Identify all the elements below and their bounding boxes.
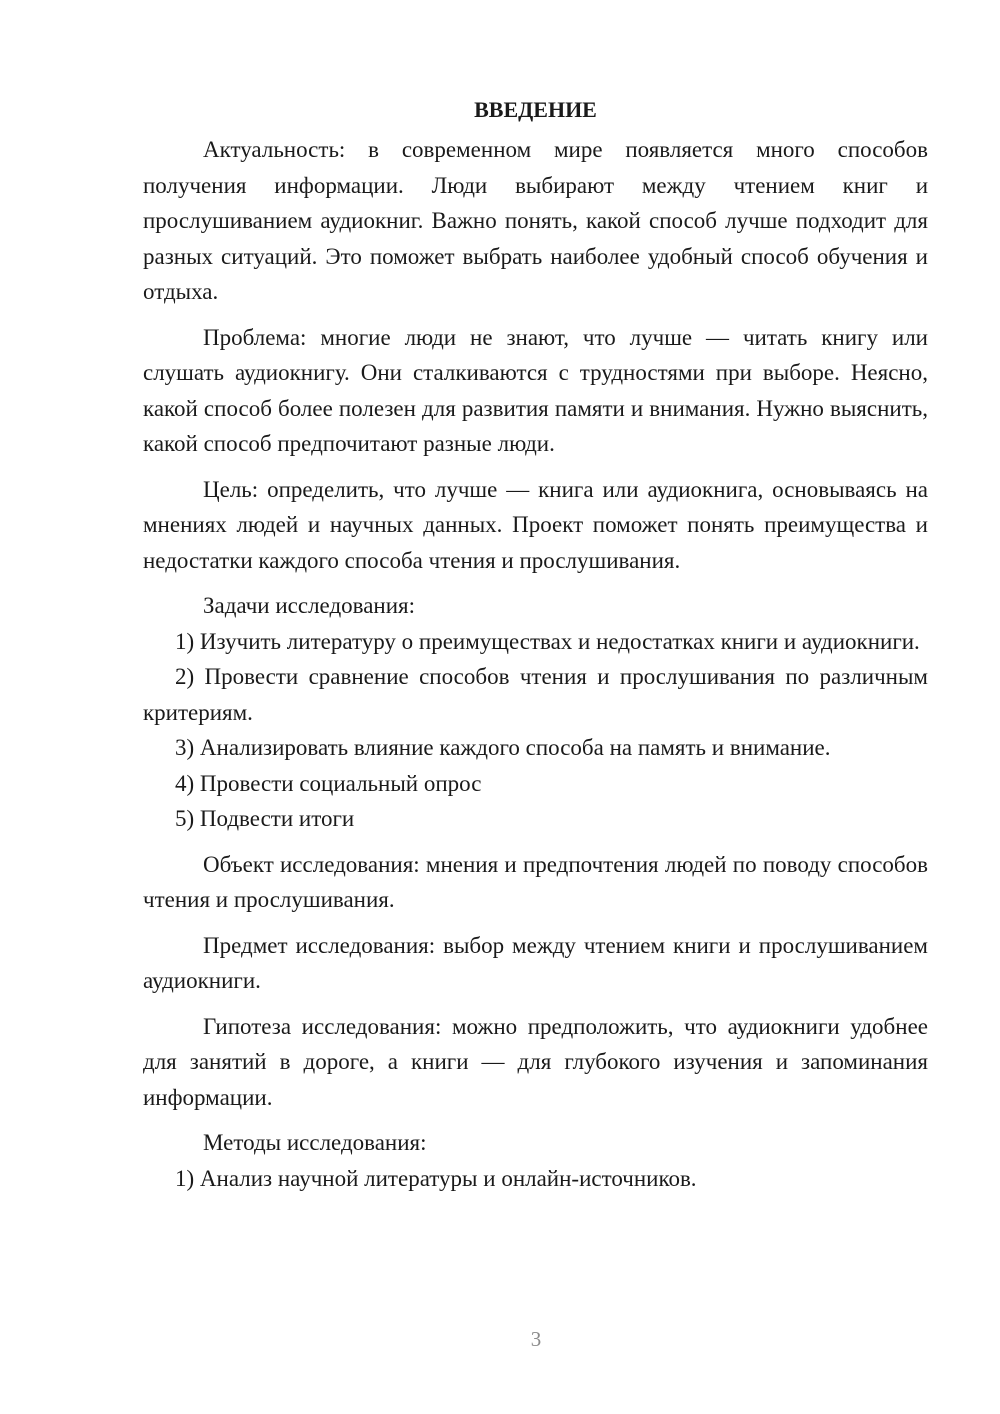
tasks-list [143, 624, 928, 837]
list-item: 1) Изучить литературу о преимуществах и недостатках книги и аудиокниги. [175, 628, 920, 654]
list-item: 2) Провести сравнение способов чтения и прослушивания по различным критериям. [143, 664, 928, 725]
object-paragraph: Объект исследования: мнения и предпочтения людей по поводу способов чтения и прослушивания. [143, 851, 928, 912]
section-heading: ВВЕДЕНИЕ [474, 97, 597, 122]
list-item: 5) Подвести итоги [175, 806, 355, 831]
list-item: 4) Провести социальный опрос [175, 770, 482, 796]
list-item: 1) Анализ научной литературы и онлайн-источников. [175, 1165, 697, 1191]
relevance-paragraph: Актуальность: в современном мире появляется много способов получения информации. Люди выбирают между чтением книг и прослушиванием аудиокниг. Важно понять, какой способ лучше подходит для разных ситуаций. Это поможет выбрать наиболее удобный способ обучения и отдыха. [143, 137, 928, 304]
page-number: 3 [530, 1327, 542, 1351]
list-item: 3) Анализировать влияние каждого способа на память и внимание. [175, 735, 831, 760]
problem-paragraph: Проблема: многие люди не знают, что лучше — читать книгу или слушать аудиокнигу. Они сталкиваются с трудностями при выборе. Неясно, какой способ более полезен для развития памяти и внимания. Нужно выяснить, какой способ предпочитают разные люди. [143, 324, 928, 456]
hypothesis-paragraph: Гипотеза исследования: можно предположить, что аудиокниги удобнее для занятий в дороге, а книги — для глубокого изучения и запоминания информации. [143, 1013, 928, 1110]
goal-paragraph: Цель: определить, что лучше — книга или аудиокнига, основываясь на мнениях людей и научных данных. Проект поможет понять преимущества и недостатки каждого способа чтения и прослушивания. [143, 476, 928, 573]
methods-title: Методы исследования: [203, 1130, 427, 1155]
methods-list [143, 1161, 928, 1197]
subject-paragraph: Предмет исследования: выбор между чтением книги и прослушиванием аудиокниги. [143, 932, 928, 993]
tasks-title: Задачи исследования: [203, 593, 416, 618]
page-content [143, 92, 928, 1196]
